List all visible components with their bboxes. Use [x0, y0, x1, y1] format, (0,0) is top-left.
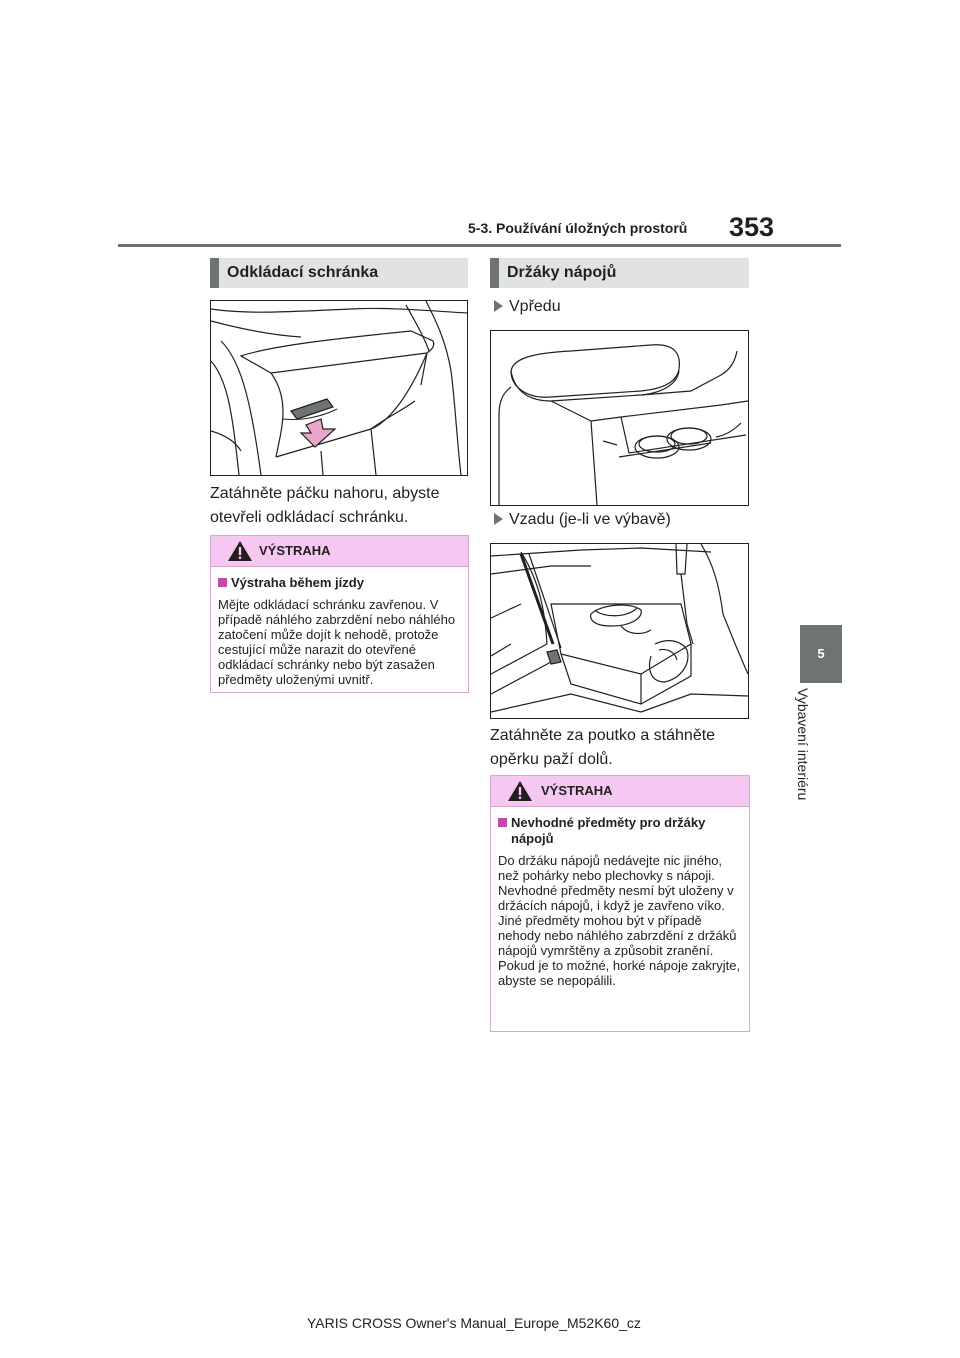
front-label: Vpředu: [494, 298, 561, 316]
glovebox-warning-box: [210, 535, 469, 693]
rear-label: Vzadu (je-li ve výbavě): [494, 511, 671, 529]
chapter-title-vertical: [787, 688, 811, 828]
warning-header: [491, 776, 749, 807]
cupholder-heading: Držáky nápojů: [490, 258, 749, 288]
page-number: 353: [729, 212, 775, 242]
bullet-square-icon: [218, 578, 227, 587]
rear-cupholder-illustration: [490, 543, 749, 719]
cupholder-instruction: Zatáhněte za poutko a stáhněte opěrku paží dolů.: [490, 727, 716, 768]
footer-manual-id: YARIS CROSS Owner's Manual_Europe_M52K60_cz: [307, 1315, 641, 1331]
header-divider: [118, 244, 841, 247]
bullet-triangle-icon: [494, 300, 503, 312]
warning-subtitle: Výstraha během jízdy: [218, 575, 461, 591]
warning-triangle-icon: [227, 540, 253, 562]
section-title: 5-3. Používání úložných prostorů: [468, 220, 688, 236]
warning-header: [211, 536, 468, 567]
warning-title: VÝSTRAHA: [541, 783, 613, 798]
warning-triangle-icon: [507, 780, 533, 802]
glovebox-instruction: Zatáhněte páčku nahoru, abyste otevřeli odkládací schránku.: [210, 485, 440, 526]
chapter-tab[interactable]: 5: [800, 625, 842, 683]
warning-text: Mějte odkládací schránku zavřenou. V případě náhlého zabrzdění nebo náhlého zatočení může dojít k nehodě, protože cestující může narazit do otevřené odkládací schránky nebo být zasažen předměty uloženými uvnitř.: [218, 597, 456, 687]
glovebox-illustration: [210, 300, 468, 476]
chapter-title: Vybavení interiéru: [795, 688, 811, 801]
warning-text: Do držáku nápojů nedávejte nic jiného, než pohárky nebo plechovky s nápoji. Nevhodné předměty nesmí být uloženy v držácích nápojů, i když je zavřeno víko. Jiné předměty mohou být v případě nehody nebo náhlého zabrzdění z držáků nápojů vymrštěny a způsobit zranění. Pokud je to možné, horké nápoje zakryjte, abyste se nepopálili.: [498, 853, 741, 988]
warning-title: VÝSTRAHA: [259, 543, 331, 558]
cupholder-warning-box: [490, 775, 750, 1032]
bullet-triangle-icon: [494, 513, 503, 525]
pull-arrow-icon: [301, 419, 335, 447]
warning-subtitle: Nevhodné předměty pro držáky nápojů: [498, 815, 742, 847]
bullet-square-icon: [498, 818, 507, 827]
front-cupholder-illustration: [490, 330, 749, 506]
glovebox-heading: Odkládací schránka: [210, 258, 468, 288]
